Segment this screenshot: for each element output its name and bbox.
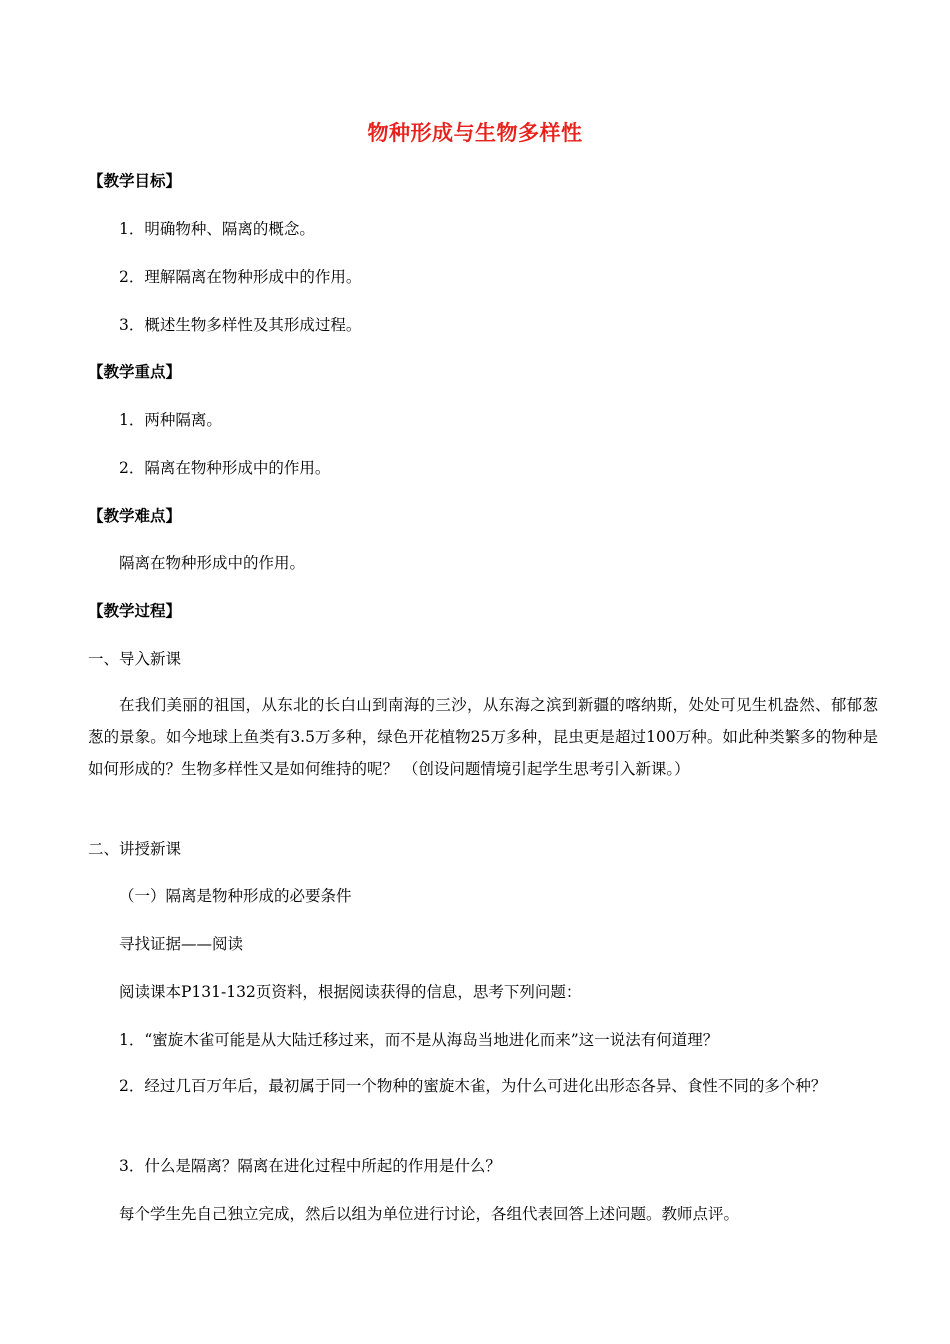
- process-heading: 【教学过程】: [88, 602, 182, 620]
- section-heading-intro: 一、导入新课: [88, 650, 182, 668]
- difficulty-text: 隔离在物种形成中的作用。: [119, 554, 306, 572]
- intro-paragraph: 在我们美丽的祖国，从东北的长白山到南海的三沙，从东海之滨到新疆的喀纳斯，处处可见生机盎然、郁郁葱葱的景象。如今地球上鱼类有3.5万多种，绿色开花植物25万多种，昆虫更是超过100万种。如此种类繁多的物种是如何形成的？生物多样性又是如何维持的呢？ （创设问题情境引起学生思考引入新课。）: [88, 696, 878, 778]
- evidence-label: 寻找证据——阅读: [119, 935, 244, 953]
- question-item: 1．“蜜旋木雀可能是从大陆迁移过来，而不是从海岛当地进化而来”这一说法有何道理？: [119, 1031, 719, 1049]
- question-item: 3．什么是隔离？隔离在进化过程中所起的作用是什么？: [119, 1157, 501, 1175]
- subsection-heading: （一）隔离是物种形成的必要条件: [119, 887, 352, 905]
- objectives-heading: 【教学目标】: [88, 172, 182, 190]
- objective-item: 1．明确物种、隔离的概念。: [119, 220, 315, 238]
- objective-item: 2．理解隔离在物种形成中的作用。: [119, 268, 362, 286]
- reading-instruction: 阅读课本P131-132页资料，根据阅读获得的信息，思考下列问题：: [119, 983, 582, 1001]
- difficulty-heading: 【教学难点】: [88, 507, 182, 525]
- key-point-item: 1．两种隔离。: [119, 411, 222, 429]
- question-item: 2．经过几百万年后，最初属于同一个物种的蜜旋木雀，为什么可进化出形态各异、食性不同的多个种？: [119, 1077, 827, 1095]
- page-title: 物种形成与生物多样性: [367, 121, 583, 145]
- objective-item: 3．概述生物多样性及其形成过程。: [119, 316, 362, 334]
- key-point-item: 2．隔离在物种形成中的作用。: [119, 459, 331, 477]
- section-heading-lecture: 二、讲授新课: [88, 840, 182, 858]
- closing-text: 每个学生先自己独立完成，然后以组为单位进行讨论，各组代表回答上述问题。教师点评。: [119, 1205, 740, 1223]
- key-points-heading: 【教学重点】: [88, 363, 182, 381]
